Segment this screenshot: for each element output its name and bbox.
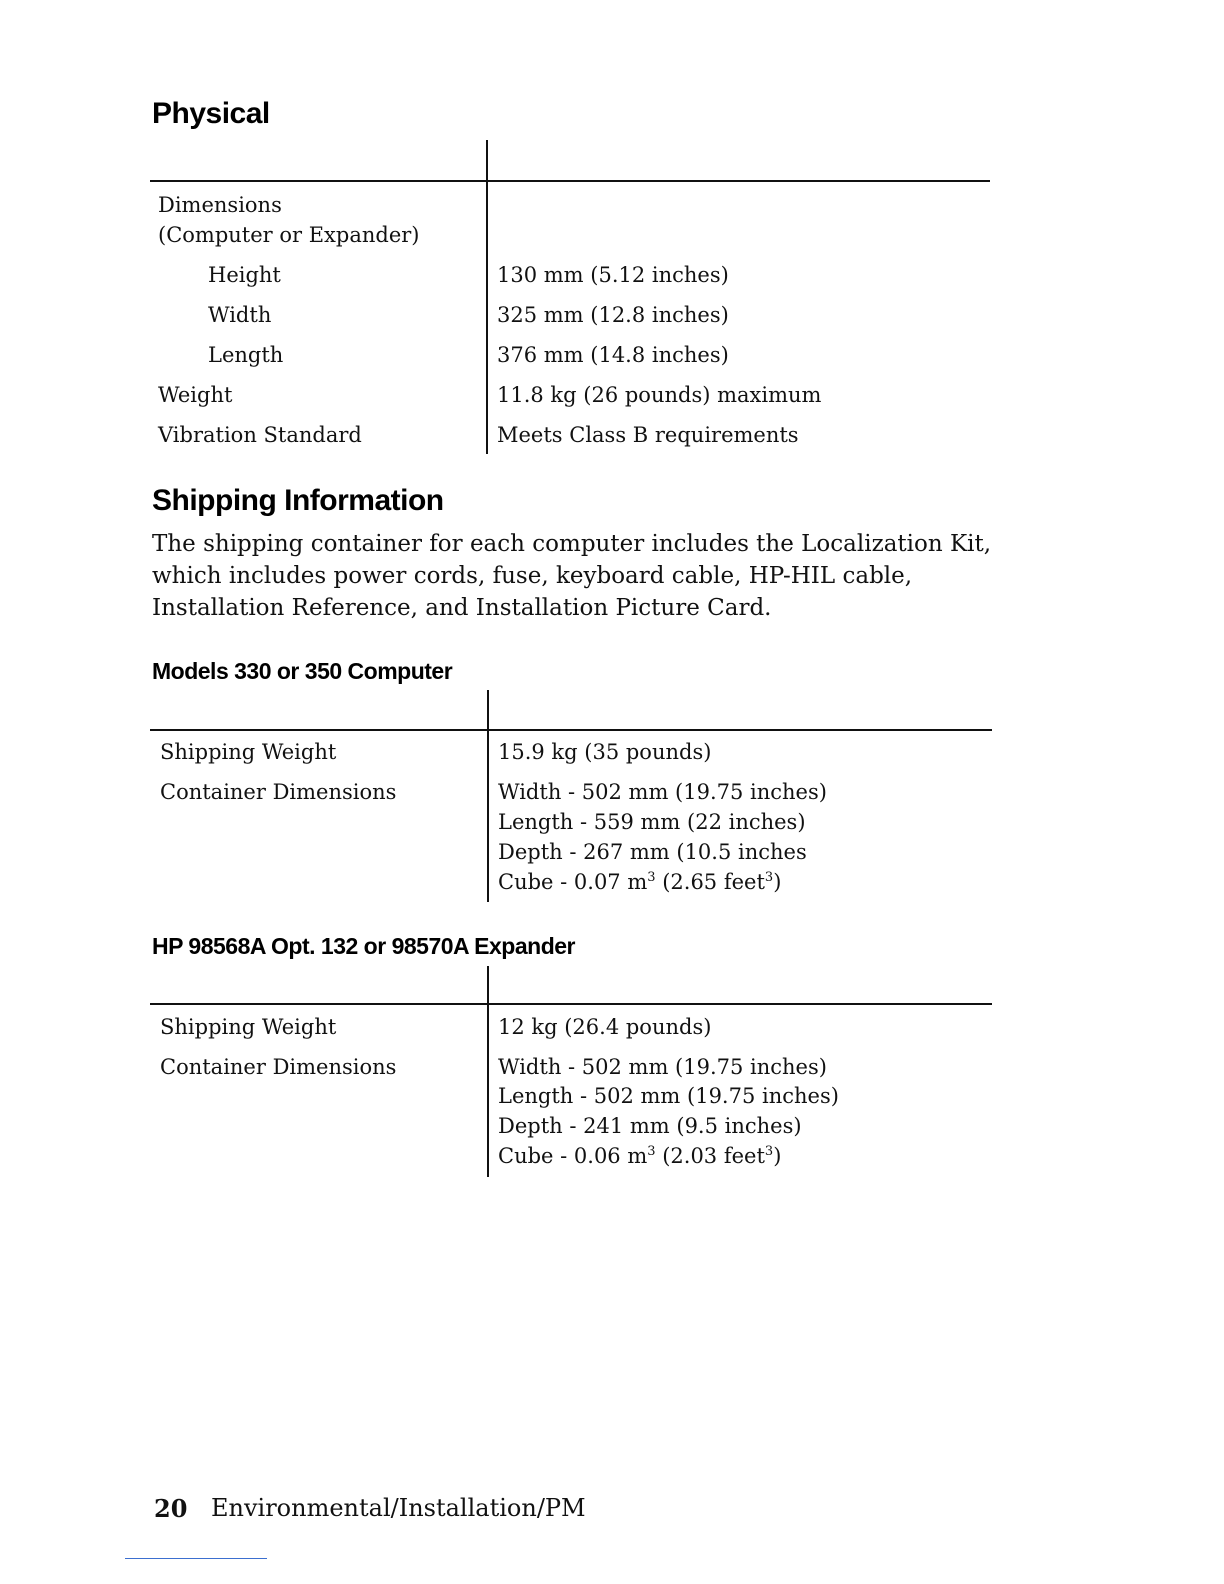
computer-or-expander-label: (Computer or Expander): [158, 223, 420, 247]
shipping-paragraph: The shipping container for each computer includes the Localization Kit, which includes power cords, fuse, keyboard cable, HP-HIL cable, Installation Reference, and Installation Picture Card.: [152, 531, 992, 621]
models-shipping-weight-value: 15.9 kg (35 pounds): [498, 740, 712, 764]
models-table-divider: [487, 690, 489, 902]
width-label: Width: [208, 303, 272, 327]
physical-table-divider: [486, 140, 488, 454]
expander-width-value: Width - 502 mm (19.75 inches): [498, 1055, 827, 1079]
models-shipping-weight-label: Shipping Weight: [160, 740, 337, 764]
expander-cube-prefix: Cube - 0.06 m: [498, 1144, 648, 1168]
footer-blue-rule: [125, 1558, 267, 1559]
height-label: Height: [208, 263, 281, 287]
models-depth-value: Depth - 267 mm (10.5 inches: [498, 840, 807, 864]
expander-table-top-rule: [150, 1003, 992, 1005]
models-cube-mid: (2.65 feet: [655, 870, 765, 894]
weight-label: Weight: [158, 383, 233, 407]
width-value: 325 mm (12.8 inches): [497, 303, 729, 327]
models-cube-exp-2: 3: [764, 870, 774, 885]
models-cube-suffix: ): [773, 870, 782, 894]
expander-cube-exp-1: 3: [647, 1144, 656, 1159]
expander-depth-value: Depth - 241 mm (9.5 inches): [498, 1114, 802, 1138]
length-label: Length: [208, 343, 284, 367]
vibration-label: Vibration Standard: [158, 423, 362, 447]
expander-shipping-weight-value: 12 kg (26.4 pounds): [498, 1015, 712, 1039]
expander-cube-suffix: ): [773, 1144, 782, 1168]
models-length-value: Length - 559 mm (22 inches): [498, 810, 806, 834]
models-cube-value: [498, 867, 781, 897]
length-value: 376 mm (14.8 inches): [497, 343, 729, 367]
expander-cube-exp-2: 3: [764, 1144, 774, 1159]
expander-heading: HP 98568A Opt. 132 or 98570A Expander: [152, 933, 575, 959]
page-number: 20: [154, 1494, 188, 1523]
expander-table-divider: [487, 966, 489, 1177]
models-cube-exp-1: 3: [647, 870, 656, 885]
expander-cube-mid: (2.03 feet: [655, 1144, 765, 1168]
footer-title: Environmental/Installation/PM: [211, 1494, 586, 1522]
expander-container-label: Container Dimensions: [160, 1055, 397, 1079]
physical-table-top-rule: [150, 180, 990, 182]
dimensions-label: Dimensions: [158, 193, 282, 217]
shipping-heading: Shipping Information: [152, 484, 444, 517]
models-table-top-rule: [150, 729, 992, 731]
models-width-value: Width - 502 mm (19.75 inches): [498, 780, 827, 804]
weight-value: 11.8 kg (26 pounds) maximum: [497, 383, 822, 407]
models-cube-prefix: Cube - 0.07 m: [498, 870, 648, 894]
models-heading: Models 330 or 350 Computer: [152, 658, 453, 684]
height-value: 130 mm (5.12 inches): [497, 263, 729, 287]
expander-shipping-weight-label: Shipping Weight: [160, 1015, 337, 1039]
vibration-value: Meets Class B requirements: [497, 423, 799, 447]
physical-heading: Physical: [152, 97, 270, 130]
expander-length-value: Length - 502 mm (19.75 inches): [498, 1084, 839, 1108]
expander-cube-value: [498, 1141, 781, 1171]
models-container-label: Container Dimensions: [160, 780, 397, 804]
